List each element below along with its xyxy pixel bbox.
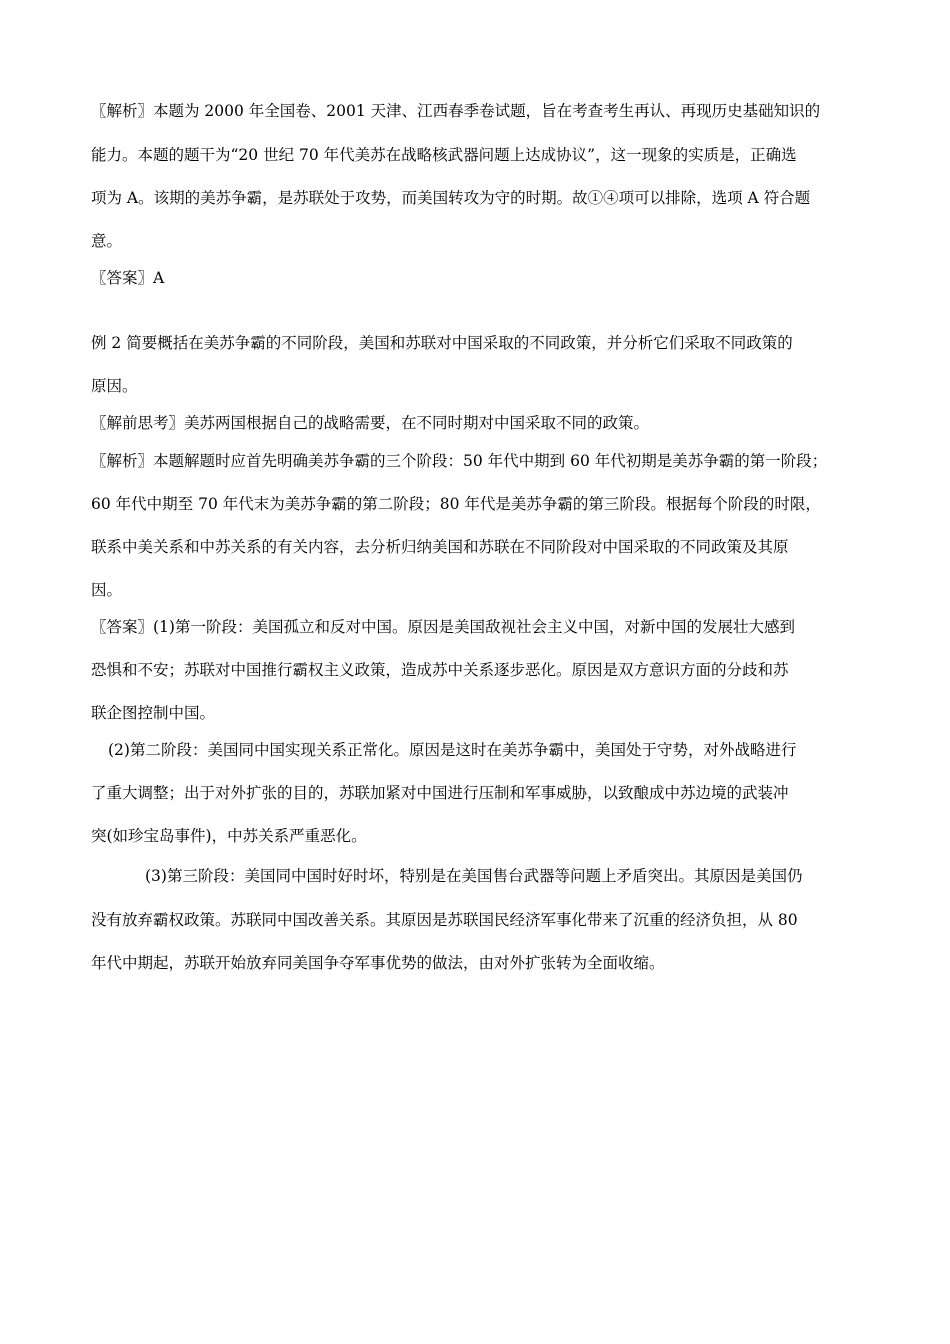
answer-2-stage3-line-2: 没有放弃霸权政策。苏联同中国改善关系。其原因是苏联国民经济军事化带来了沉重的经济负担，从 80: [91, 911, 798, 929]
answer-2-stage3-line-3: 年代中期起，苏联开始放弃同美国争夺军事优势的做法，由对外扩张转为全面收缩。: [91, 954, 665, 972]
answer-1: 〖答案〗A: [91, 269, 165, 287]
answer-2-stage2-line-1: (2)第二阶段：美国同中国实现关系正常化。原因是这时在美苏争霸中，美国处于守势，对外战略进行: [108, 741, 797, 759]
analysis-1-line-4: 意。: [91, 232, 123, 250]
answer-2-stage3-line-1: (3)第三阶段：美国同中国时好时坏，特别是在美国售台武器等问题上矛盾突出。其原因是美国仍: [145, 867, 803, 885]
analysis-2-line-4: 因。: [91, 581, 123, 599]
example-2-line-1: 例 2 简要概括在美苏争霸的不同阶段，美国和苏联对中国采取的不同政策，并分析它们采取不同政策的: [91, 334, 793, 352]
pre-thinking: 〖解前思考〗美苏两国根据自己的战略需要，在不同时期对中国采取不同的政策。: [91, 414, 650, 432]
answer-2-stage1-line-3: 联企图控制中国。: [91, 704, 216, 722]
analysis-2-line-1: 〖解析〗本题解题时应首先明确美苏争霸的三个阶段：50 年代中期到 60 年代初期是美苏争霸的第一阶段；: [91, 452, 828, 470]
answer-2-stage1-line-2: 恐惧和不安；苏联对中国推行霸权主义政策，造成苏中关系逐步恶化。原因是双方意识方面的分歧和苏: [91, 661, 789, 679]
answer-2-stage1-line-1: 〖答案〗(1)第一阶段：美国孤立和反对中国。原因是美国敌视社会主义中国，对新中国的发展壮大感到: [91, 618, 795, 636]
answer-2-stage2-line-2: 了重大调整；出于对外扩张的目的，苏联加紧对中国进行压制和军事威胁，以致酿成中苏边境的武装冲: [91, 784, 789, 802]
analysis-1-line-2: 能力。本题的题干为“20 世纪 70 年代美苏在战略核武器问题上达成协议”，这一现象的实质是，正确选: [91, 146, 797, 164]
example-2-line-2: 原因。: [91, 377, 138, 395]
answer-2-stage2-line-3: 突(如珍宝岛事件)，中苏关系严重恶化。: [91, 827, 367, 845]
analysis-1-line-1: 〖解析〗本题为 2000 年全国卷、2001 天津、江西春季卷试题，旨在考查考生再认、再现历史基础知识的: [91, 102, 821, 120]
analysis-2-line-3: 联系中美关系和中苏关系的有关内容，去分析归纳美国和苏联在不同阶段对中国采取的不同政策及其原: [91, 538, 789, 556]
analysis-2-line-2: 60 年代中期至 70 年代末为美苏争霸的第二阶段；80 年代是美苏争霸的第三阶段。根据每个阶段的时限，: [91, 495, 821, 513]
analysis-1-line-3: 项为 A。该期的美苏争霸，是苏联处于攻势，而美国转攻为守的时期。故①④项可以排除，选项 A 符合题: [91, 189, 811, 207]
